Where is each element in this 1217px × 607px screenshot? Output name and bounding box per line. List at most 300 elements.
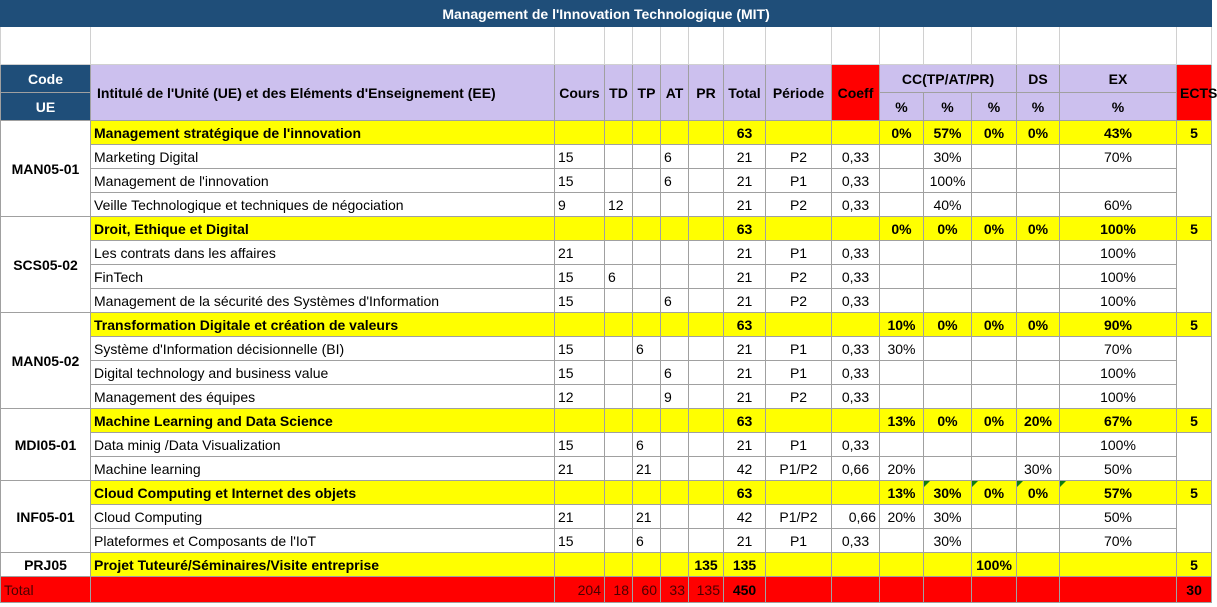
ue-coeff [832, 121, 880, 145]
ee-cc1 [880, 145, 924, 169]
ue-total: 63 [724, 121, 766, 145]
ee-cc1 [880, 289, 924, 313]
ue-periode [766, 313, 832, 337]
ee-cc2 [924, 265, 972, 289]
ue-ects: 5 [1177, 409, 1212, 433]
ee-cc1: 20% [880, 505, 924, 529]
ee-total: 21 [724, 385, 766, 409]
ee-coeff: 0,66 [832, 457, 880, 481]
ee-coeff: 0,33 [832, 193, 880, 217]
ee-name: Management de l'innovation [91, 169, 555, 193]
header-ue: UE [1, 93, 91, 121]
ue-periode [766, 409, 832, 433]
ee-total: 21 [724, 433, 766, 457]
ee-periode: P1 [766, 433, 832, 457]
ee-total: 21 [724, 289, 766, 313]
ee-cc2 [924, 361, 972, 385]
prj-tp [633, 553, 661, 577]
total-cours: 204 [555, 577, 605, 603]
ee-ds [1017, 145, 1060, 169]
ee-at: 9 [661, 385, 689, 409]
ue-cc1: 10% [880, 313, 924, 337]
header-tp: TP [633, 65, 661, 121]
ee-cc2 [924, 457, 972, 481]
ee-coeff: 0,33 [832, 529, 880, 553]
ue-tp [633, 409, 661, 433]
ue-total: 63 [724, 313, 766, 337]
ee-coeff: 0,33 [832, 241, 880, 265]
total-at: 33 [661, 577, 689, 603]
ee-periode: P2 [766, 145, 832, 169]
ee-row [1, 193, 1212, 217]
ue-code: INF05-01 [1, 481, 91, 553]
ee-coeff: 0,33 [832, 289, 880, 313]
ee-at [661, 529, 689, 553]
ee-row [1, 505, 1212, 529]
ue-periode [766, 481, 832, 505]
ue-at [661, 217, 689, 241]
total-row [1, 577, 1212, 603]
ee-ex: 100% [1060, 265, 1177, 289]
ue-row [1, 121, 1212, 145]
prj-total: 135 [724, 553, 766, 577]
ee-cours: 21 [555, 505, 605, 529]
ue-cc2: 57% [924, 121, 972, 145]
ee-cc1 [880, 193, 924, 217]
ee-cc2 [924, 241, 972, 265]
ee-td: 12 [605, 193, 633, 217]
ee-cc3 [972, 433, 1017, 457]
ue-pr [689, 217, 724, 241]
ee-coeff: 0,33 [832, 265, 880, 289]
ee-cc3 [972, 361, 1017, 385]
ue-cc1: 0% [880, 217, 924, 241]
ue-ex: 90% [1060, 313, 1177, 337]
total-blank [972, 577, 1017, 603]
ee-coeff: 0,33 [832, 433, 880, 457]
ee-tp [633, 385, 661, 409]
ee-total: 21 [724, 145, 766, 169]
ue-cc2: 0% [924, 313, 972, 337]
ee-cc2: 100% [924, 169, 972, 193]
page-title: Management de l'Innovation Technologique (MIT) [1, 1, 1212, 27]
ee-total: 21 [724, 337, 766, 361]
header-cc-pct-1: % [880, 93, 924, 121]
ee-total: 21 [724, 361, 766, 385]
total-blank [880, 577, 924, 603]
ee-cc3 [972, 241, 1017, 265]
ee-coeff: 0,33 [832, 145, 880, 169]
header-ds: DS [1017, 65, 1060, 93]
ee-td [605, 529, 633, 553]
ue-cc3: 0% [972, 217, 1017, 241]
ee-name: Veille Technologique et techniques de négociation [91, 193, 555, 217]
prj-ex [1060, 553, 1177, 577]
ee-tp [633, 289, 661, 313]
ee-pr [689, 385, 724, 409]
ee-periode: P1 [766, 241, 832, 265]
ue-cc3: 0% [972, 409, 1017, 433]
ee-cc2 [924, 337, 972, 361]
ue-ex: 67% [1060, 409, 1177, 433]
header-code: Code [1, 65, 91, 93]
ee-cc2: 30% [924, 505, 972, 529]
ue-cc3: 0% [972, 121, 1017, 145]
ee-ex: 100% [1060, 433, 1177, 457]
ee-tp [633, 145, 661, 169]
ee-cours: 15 [555, 145, 605, 169]
ee-cours: 15 [555, 289, 605, 313]
ue-td [605, 121, 633, 145]
ee-name: Cloud Computing [91, 505, 555, 529]
ee-pr [689, 145, 724, 169]
ee-td [605, 361, 633, 385]
ee-name: Marketing Digital [91, 145, 555, 169]
ee-td [605, 169, 633, 193]
ue-cours [555, 313, 605, 337]
prj-ects: 5 [1177, 553, 1212, 577]
ee-row [1, 337, 1212, 361]
ee-name: Plateformes et Composants de l'IoT [91, 529, 555, 553]
ee-ds [1017, 241, 1060, 265]
total-blank [924, 577, 972, 603]
ee-ex: 70% [1060, 529, 1177, 553]
ue-ds: 0% [1017, 313, 1060, 337]
ee-at: 6 [661, 361, 689, 385]
ee-pr [689, 505, 724, 529]
ue-cc1: 0% [880, 121, 924, 145]
ee-coeff: 0,66 [832, 505, 880, 529]
ee-ex: 100% [1060, 289, 1177, 313]
total-blank [1060, 577, 1177, 603]
ee-at [661, 337, 689, 361]
header-ex-pct: % [1060, 93, 1177, 121]
ue-td [605, 313, 633, 337]
ue-name: Transformation Digitale et création de valeurs [91, 313, 555, 337]
ee-coeff: 0,33 [832, 361, 880, 385]
ee-tp [633, 193, 661, 217]
ee-at [661, 193, 689, 217]
ue-ex: 57% [1060, 481, 1177, 505]
ee-coeff: 0,33 [832, 169, 880, 193]
ee-total: 21 [724, 265, 766, 289]
ee-cc1: 20% [880, 457, 924, 481]
ue-at [661, 409, 689, 433]
ue-cours [555, 217, 605, 241]
header-cours: Cours [555, 65, 605, 121]
ee-td [605, 433, 633, 457]
ee-periode: P2 [766, 265, 832, 289]
ee-ex: 60% [1060, 193, 1177, 217]
ee-pr [689, 433, 724, 457]
ee-periode: P1/P2 [766, 505, 832, 529]
ee-cc3 [972, 529, 1017, 553]
header-td: TD [605, 65, 633, 121]
ee-ex: 100% [1060, 241, 1177, 265]
ee-name: Les contrats dans les affaires [91, 241, 555, 265]
ee-cours: 15 [555, 361, 605, 385]
total-td: 18 [605, 577, 633, 603]
ee-at [661, 265, 689, 289]
prj-periode [766, 553, 832, 577]
ee-ds: 30% [1017, 457, 1060, 481]
ee-tp [633, 361, 661, 385]
ue-ects: 5 [1177, 217, 1212, 241]
ue-ds: 0% [1017, 121, 1060, 145]
ue-ds: 0% [1017, 481, 1060, 505]
ee-ds [1017, 505, 1060, 529]
ee-td [605, 505, 633, 529]
ee-at: 6 [661, 289, 689, 313]
ee-ex: 70% [1060, 337, 1177, 361]
ee-row [1, 361, 1212, 385]
ue-ects: 5 [1177, 481, 1212, 505]
prj-pr: 135 [689, 553, 724, 577]
ue-ex: 100% [1060, 217, 1177, 241]
ue-row [1, 409, 1212, 433]
ee-ds [1017, 361, 1060, 385]
ee-ds [1017, 433, 1060, 457]
ee-cc3 [972, 457, 1017, 481]
ee-cours: 15 [555, 337, 605, 361]
ue-cc2: 0% [924, 217, 972, 241]
ee-row [1, 385, 1212, 409]
ee-pr [689, 241, 724, 265]
ee-total: 21 [724, 169, 766, 193]
ue-ects: 5 [1177, 313, 1212, 337]
ee-pr [689, 361, 724, 385]
prj-cc2 [924, 553, 972, 577]
ue-pr [689, 409, 724, 433]
ee-cc1 [880, 265, 924, 289]
ee-cc2: 30% [924, 145, 972, 169]
title-row [1, 1, 1212, 27]
prj-td [605, 553, 633, 577]
ue-cc3: 0% [972, 481, 1017, 505]
ue-coeff [832, 481, 880, 505]
ee-ds [1017, 385, 1060, 409]
ue-at [661, 313, 689, 337]
ue-pr [689, 313, 724, 337]
ue-cc1: 13% [880, 409, 924, 433]
ee-total: 21 [724, 241, 766, 265]
ue-cours [555, 121, 605, 145]
ue-row [1, 481, 1212, 505]
ue-code: MAN05-02 [1, 313, 91, 409]
ee-cc3 [972, 193, 1017, 217]
ee-at [661, 505, 689, 529]
ee-name: FinTech [91, 265, 555, 289]
ee-periode: P2 [766, 193, 832, 217]
header-row-1 [1, 65, 1212, 93]
total-blank [1017, 577, 1060, 603]
ue-ds: 20% [1017, 409, 1060, 433]
ee-periode: P2 [766, 289, 832, 313]
ee-pr [689, 193, 724, 217]
ee-cc3 [972, 289, 1017, 313]
ee-tp: 6 [633, 529, 661, 553]
ee-ex: 100% [1060, 385, 1177, 409]
ee-row [1, 265, 1212, 289]
ee-td [605, 241, 633, 265]
ue-td [605, 409, 633, 433]
total-pr: 135 [689, 577, 724, 603]
ee-ds [1017, 169, 1060, 193]
ue-name: Machine Learning and Data Science [91, 409, 555, 433]
ue-row [1, 217, 1212, 241]
ee-ex: 70% [1060, 145, 1177, 169]
ee-cc3 [972, 337, 1017, 361]
ue-td [605, 481, 633, 505]
total-blank [91, 577, 555, 603]
ee-name: Machine learning [91, 457, 555, 481]
ee-name: Système d'Information décisionnelle (BI) [91, 337, 555, 361]
ee-row [1, 145, 1212, 169]
ee-periode: P1 [766, 529, 832, 553]
ee-total: 42 [724, 457, 766, 481]
ee-pr [689, 289, 724, 313]
ee-at [661, 457, 689, 481]
ee-periode: P1 [766, 361, 832, 385]
ee-tp: 21 [633, 457, 661, 481]
ee-cc2 [924, 289, 972, 313]
ee-tp: 6 [633, 433, 661, 457]
ee-row [1, 433, 1212, 457]
ee-cc3 [972, 265, 1017, 289]
ue-at [661, 121, 689, 145]
ue-cc3: 0% [972, 313, 1017, 337]
ee-name: Digital technology and business value [91, 361, 555, 385]
ue-tp [633, 217, 661, 241]
ue-cc2: 0% [924, 409, 972, 433]
prj-cours [555, 553, 605, 577]
ee-td [605, 337, 633, 361]
ee-ex: 50% [1060, 457, 1177, 481]
ee-coeff: 0,33 [832, 337, 880, 361]
ue-code: MAN05-01 [1, 121, 91, 217]
ee-td [605, 385, 633, 409]
ee-cours: 15 [555, 169, 605, 193]
ee-cc1 [880, 361, 924, 385]
ee-cours: 21 [555, 457, 605, 481]
ue-row [1, 313, 1212, 337]
ue-periode [766, 217, 832, 241]
ue-coeff [832, 313, 880, 337]
ee-cc3 [972, 385, 1017, 409]
ee-ects-blank [1177, 505, 1212, 553]
ee-cours: 15 [555, 529, 605, 553]
ee-periode: P1/P2 [766, 457, 832, 481]
ue-name: Management stratégique de l'innovation [91, 121, 555, 145]
ee-periode: P1 [766, 337, 832, 361]
ee-row [1, 169, 1212, 193]
ee-ds [1017, 337, 1060, 361]
ee-ects-blank [1177, 145, 1212, 217]
ue-coeff [832, 217, 880, 241]
ue-total: 63 [724, 217, 766, 241]
ee-at: 6 [661, 145, 689, 169]
ee-name: Data minig /Data Visualization [91, 433, 555, 457]
ee-tp [633, 265, 661, 289]
ee-tp: 21 [633, 505, 661, 529]
ue-total: 63 [724, 481, 766, 505]
ee-cc1 [880, 529, 924, 553]
header-pr: PR [689, 65, 724, 121]
ee-name: Management de la sécurité des Systèmes d'Information [91, 289, 555, 313]
blank-row [1, 27, 1212, 65]
ue-cc2: 30% [924, 481, 972, 505]
prj-cc3: 100% [972, 553, 1017, 577]
ue-name: Cloud Computing et Internet des objets [91, 481, 555, 505]
ee-td [605, 289, 633, 313]
ee-pr [689, 337, 724, 361]
header-total: Total [724, 65, 766, 121]
ue-ds: 0% [1017, 217, 1060, 241]
ee-at: 6 [661, 169, 689, 193]
ee-ects-blank [1177, 241, 1212, 313]
total-ects: 30 [1177, 577, 1212, 603]
ee-ex [1060, 169, 1177, 193]
ue-ex: 43% [1060, 121, 1177, 145]
total-blank [832, 577, 880, 603]
ee-td [605, 457, 633, 481]
ee-ds [1017, 289, 1060, 313]
ee-periode: P2 [766, 385, 832, 409]
header-periode: Période [766, 65, 832, 121]
ee-cours: 15 [555, 433, 605, 457]
ee-pr [689, 265, 724, 289]
ee-ds [1017, 529, 1060, 553]
ee-ds [1017, 193, 1060, 217]
ee-tp [633, 241, 661, 265]
ue-periode [766, 121, 832, 145]
ue-td [605, 217, 633, 241]
ee-cc1 [880, 433, 924, 457]
ue-tp [633, 121, 661, 145]
ee-name: Management des équipes [91, 385, 555, 409]
total-blank [766, 577, 832, 603]
total-tp: 60 [633, 577, 661, 603]
ue-cours [555, 409, 605, 433]
ee-total: 42 [724, 505, 766, 529]
prj-cc1 [880, 553, 924, 577]
header-ex: EX [1060, 65, 1177, 93]
ue-pr [689, 481, 724, 505]
ee-pr [689, 457, 724, 481]
ee-total: 21 [724, 529, 766, 553]
prj-ds [1017, 553, 1060, 577]
ee-total: 21 [724, 193, 766, 217]
prj-code: PRJ05 [1, 553, 91, 577]
ee-cc2: 40% [924, 193, 972, 217]
ee-at [661, 241, 689, 265]
ee-cc1 [880, 169, 924, 193]
prj-at [661, 553, 689, 577]
ue-coeff [832, 409, 880, 433]
ue-code: SCS05-02 [1, 217, 91, 313]
ee-cc2 [924, 433, 972, 457]
ee-cours: 12 [555, 385, 605, 409]
ue-ects: 5 [1177, 121, 1212, 145]
ee-at [661, 433, 689, 457]
header-coeff: Coeff [832, 65, 880, 121]
ee-coeff: 0,33 [832, 385, 880, 409]
total-label: Total [1, 577, 91, 603]
ee-row [1, 289, 1212, 313]
prj-row [1, 553, 1212, 577]
ee-td: 6 [605, 265, 633, 289]
header-cc-pct-3: % [972, 93, 1017, 121]
